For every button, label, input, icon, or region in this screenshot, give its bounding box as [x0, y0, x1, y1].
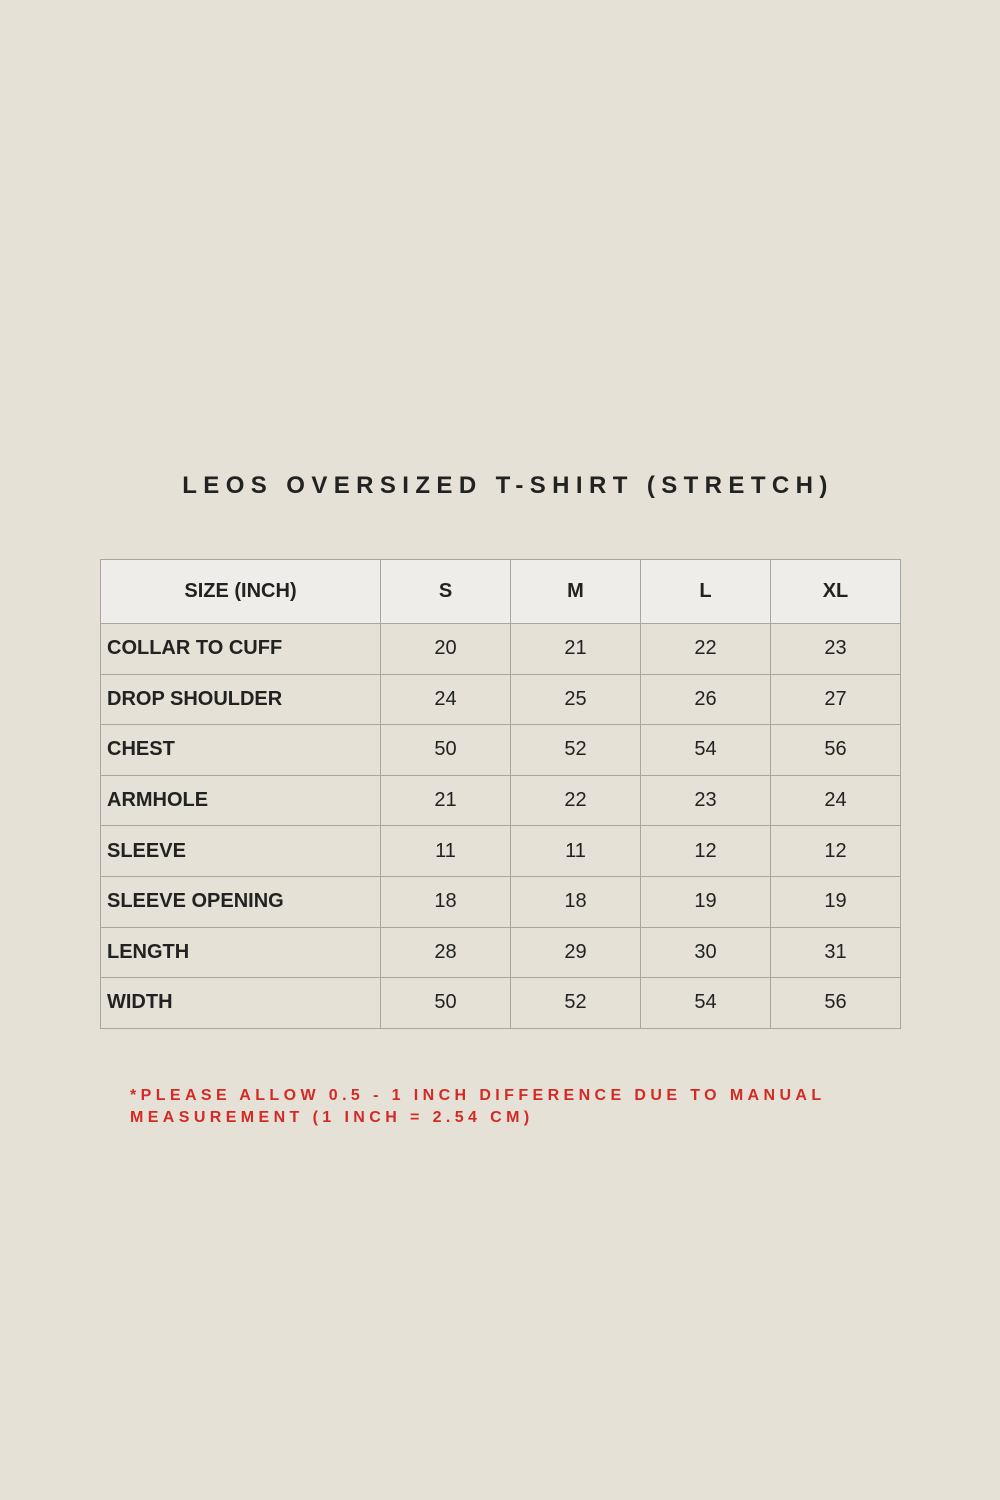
table-cell: 28 [381, 927, 511, 978]
table-cell: 11 [511, 826, 641, 877]
header-size-m: M [511, 560, 641, 624]
measurement-note-line-1: *PLEASE ALLOW 0.5 - 1 INCH DIFFERENCE DUE TO MANUAL [130, 1087, 826, 1104]
table-cell: 52 [511, 978, 641, 1029]
table-row [101, 876, 901, 927]
table-cell: 23 [771, 624, 901, 675]
row-label: DROP SHOULDER [101, 674, 381, 725]
row-label: SLEEVE [101, 826, 381, 877]
table-cell: 56 [771, 978, 901, 1029]
table-cell: 52 [511, 725, 641, 776]
table-cell: 26 [641, 674, 771, 725]
row-label: SLEEVE OPENING [101, 876, 381, 927]
table-cell: 50 [381, 978, 511, 1029]
header-size-xl: XL [771, 560, 901, 624]
table-cell: 24 [381, 674, 511, 725]
table-cell: 23 [641, 775, 771, 826]
row-label: COLLAR TO CUFF [101, 624, 381, 675]
table-row [101, 624, 901, 675]
table-cell: 18 [511, 876, 641, 927]
table-cell: 21 [381, 775, 511, 826]
table-cell: 27 [771, 674, 901, 725]
table-cell: 31 [771, 927, 901, 978]
table-row [101, 978, 901, 1029]
table-cell: 56 [771, 725, 901, 776]
table-row [101, 826, 901, 877]
size-chart-table [100, 559, 901, 1029]
table-cell: 21 [511, 624, 641, 675]
table-cell: 24 [771, 775, 901, 826]
table-cell: 22 [511, 775, 641, 826]
row-label: LENGTH [101, 927, 381, 978]
table-cell: 12 [641, 826, 771, 877]
measurement-note-line-2: MEASUREMENT (1 INCH = 2.54 CM) [130, 1109, 534, 1126]
table-cell: 29 [511, 927, 641, 978]
table-cell: 54 [641, 725, 771, 776]
row-label: WIDTH [101, 978, 381, 1029]
table-cell: 50 [381, 725, 511, 776]
table-cell: 19 [771, 876, 901, 927]
table-cell: 54 [641, 978, 771, 1029]
row-label: ARMHOLE [101, 775, 381, 826]
table-cell: 30 [641, 927, 771, 978]
table-cell: 12 [771, 826, 901, 877]
table-cell: 11 [381, 826, 511, 877]
table-row [101, 927, 901, 978]
table-cell: 19 [641, 876, 771, 927]
measurement-note [130, 1085, 890, 1129]
table-row [101, 775, 901, 826]
table-cell: 22 [641, 624, 771, 675]
header-size-s: S [381, 560, 511, 624]
table-header-row [101, 560, 901, 624]
table-cell: 25 [511, 674, 641, 725]
table-cell: 18 [381, 876, 511, 927]
table-row [101, 674, 901, 725]
page-title: LEOS OVERSIZED T-SHIRT (STRETCH) [182, 472, 834, 499]
row-label: CHEST [101, 725, 381, 776]
table-cell: 20 [381, 624, 511, 675]
header-size-label: SIZE (INCH) [101, 560, 381, 624]
header-size-l: L [641, 560, 771, 624]
table-row [101, 725, 901, 776]
